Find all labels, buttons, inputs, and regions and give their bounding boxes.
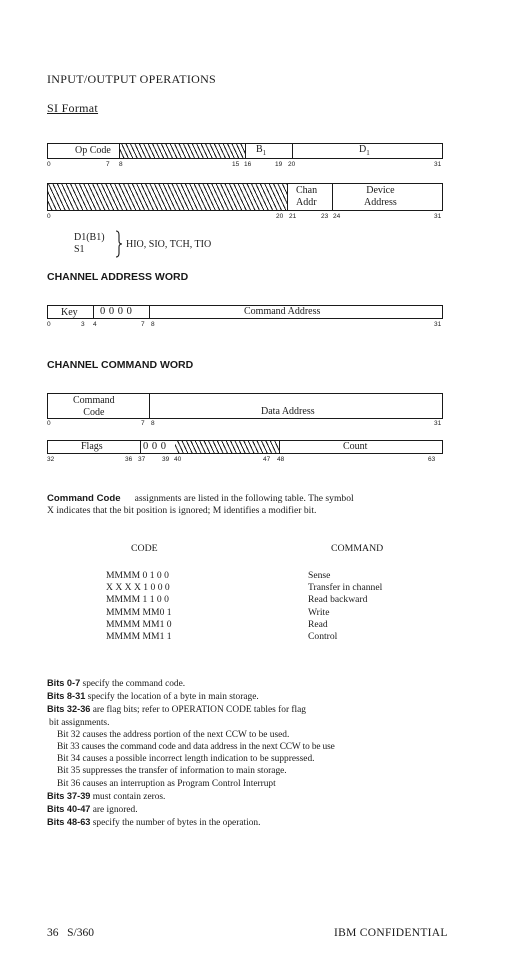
command-header: COMMAND [331,543,384,554]
bit-number: 47 [263,456,271,463]
si-format-title: SI Format [47,101,99,115]
command-code-text: assignments are listed in the following table. The symbol [134,493,354,504]
bit-number: 8 [119,161,123,168]
command-cell: Read [308,618,328,630]
bit-number: 24 [333,213,341,220]
bit-number: 7 [106,161,110,168]
ccw-word2 [47,440,443,454]
command-cell: Control [308,631,338,643]
bit-number: 20 [288,161,296,168]
data-address-label: Data Address [261,406,315,417]
command-column [308,570,382,643]
hatched-field [119,144,245,158]
bits-line: bit assignments. [49,717,110,728]
device-address-label: Device Address [364,185,397,208]
command-code-lead: Command Code [47,493,121,504]
bits-line: Bits 32-36 are flag bits; refer to OPERATION CODE tables for flag [47,704,306,716]
flags-label: Flags [81,441,103,452]
instruction-operands [74,232,105,256]
ccw-heading: CHANNEL COMMAND WORD [47,359,194,371]
data-address-field [149,394,442,418]
bits-line: Bit 36 causes an interruption as Program Control Interrupt [57,778,276,789]
d1-label: $D_1$ [359,144,370,157]
si-format-row1 [47,143,443,159]
command-code-text: X indicates that the bit position is ignored; M identifies a modifier bit. [47,505,317,517]
bit-number: 63 [428,456,436,463]
code-cell: MMMM 0 1 0 0 [106,570,169,581]
page-title: INPUT/OUTPUT OPERATIONS [47,72,217,86]
bits-line: Bit 35 suppresses the transfer of information to main storage. [57,766,287,777]
command-code-intro [47,493,354,518]
b1-field [245,144,292,158]
bits-line: Bit 34 causes a possible incorrect length indication to be suppressed. [57,754,315,765]
key-label: Key [61,307,78,318]
op-code-field [48,144,119,158]
bit-number: 7 [141,321,145,328]
zeros-label: 0 0 0 0 [100,306,133,317]
bit-number: 7 [141,420,145,427]
count-label: Count [343,441,368,452]
bits-line: Bits 48-63 specify the number of bytes in the operation. [47,817,261,829]
command-cell: Sense [308,570,331,581]
bit-number: 0 [47,161,51,168]
bits-line: Bits 8-31 specify the location of a byte in main storage. [47,691,259,703]
bit-number: 32 [47,456,55,463]
d1-field [292,144,442,158]
brace-icon [114,230,124,258]
code-cell: MMMM MM0 1 [106,606,172,618]
ccw-zeros-field [140,441,175,453]
code-cell: MMMM MM1 0 [106,618,172,630]
bit-number: 4 [93,321,97,328]
operand-line: S1 [74,244,85,255]
bit-number: 3 [81,321,85,328]
bit-number: 15 [232,161,240,168]
code-column [106,570,172,643]
count-field [279,441,442,453]
ccw-word1 [47,393,443,419]
caw-heading: CHANNEL ADDRESS WORD [47,271,189,283]
bit-number: 31 [434,420,442,427]
bit-number: 23 [321,213,329,220]
code-cell: MMMM 1 1 0 0 [106,594,169,606]
bits-line: Bits 40-47 are ignored. [47,804,138,816]
hatched-field [48,184,287,210]
zeros-label: 0 0 0 [143,441,167,452]
op-code-label: Op Code [75,145,111,156]
bit-number: 0 [47,420,51,427]
bit-number: 8 [151,420,155,427]
code-header: CODE [131,543,158,554]
caw-word [47,305,443,319]
code-cell: X X X X 1 0 0 0 [106,582,170,594]
bit-number: 31 [434,213,442,220]
code-cell: MMMM MM1 1 [106,631,172,643]
footer-page-number: 36 S/360 [47,927,94,939]
bit-number: 31 [434,321,442,328]
bit-number: 37 [138,456,146,463]
command-cell: Read backward [308,594,368,606]
si-format-row2 [47,183,443,211]
bit-number: 48 [277,456,285,463]
bit-number: 8 [151,321,155,328]
bit-number: 0 [47,321,51,328]
footer-confidential: IBM CONFIDENTIAL [334,927,448,939]
command-cell: Transfer in channel [308,582,383,594]
device-address-field [332,184,442,210]
bit-number: 21 [289,213,297,220]
bits-line: Bits 37-39 must contain zeros. [47,790,166,802]
b1-label: $B_1$ [256,144,267,157]
bits-line: Bit 33 causes the command code and data address in the next CCW to be use [57,742,335,753]
bit-number: 40 [174,456,182,463]
command-code-label: Command Code [73,395,115,418]
bit-number: 20 [276,213,284,220]
command-address-label: Command Address [244,306,321,317]
command-code-field [48,394,149,418]
bit-number: 0 [47,213,51,220]
bit-number: 16 [244,161,252,168]
bits-line: Bit 32 causes the address portion of the next CCW to be used. [57,729,290,740]
command-address-field [149,306,442,318]
instruction-list: HIO, SIO, TCH, TIO [126,239,212,250]
operand-line: D1(B1) [74,232,105,243]
command-cell: Write [308,606,330,618]
chan-addr-field [287,184,332,210]
bit-number: 31 [434,161,442,168]
key-field [48,306,93,318]
bit-number: 19 [275,161,283,168]
bits-description [47,677,335,829]
flags-field [48,441,140,453]
hatched-field [175,441,279,453]
bit-number: 39 [162,456,170,463]
chan-addr-label: Chan Addr [296,185,318,208]
caw-zeros-field [93,306,149,318]
bit-number: 36 [125,456,133,463]
bits-line: Bits 0-7 specify the command code. [47,678,186,689]
